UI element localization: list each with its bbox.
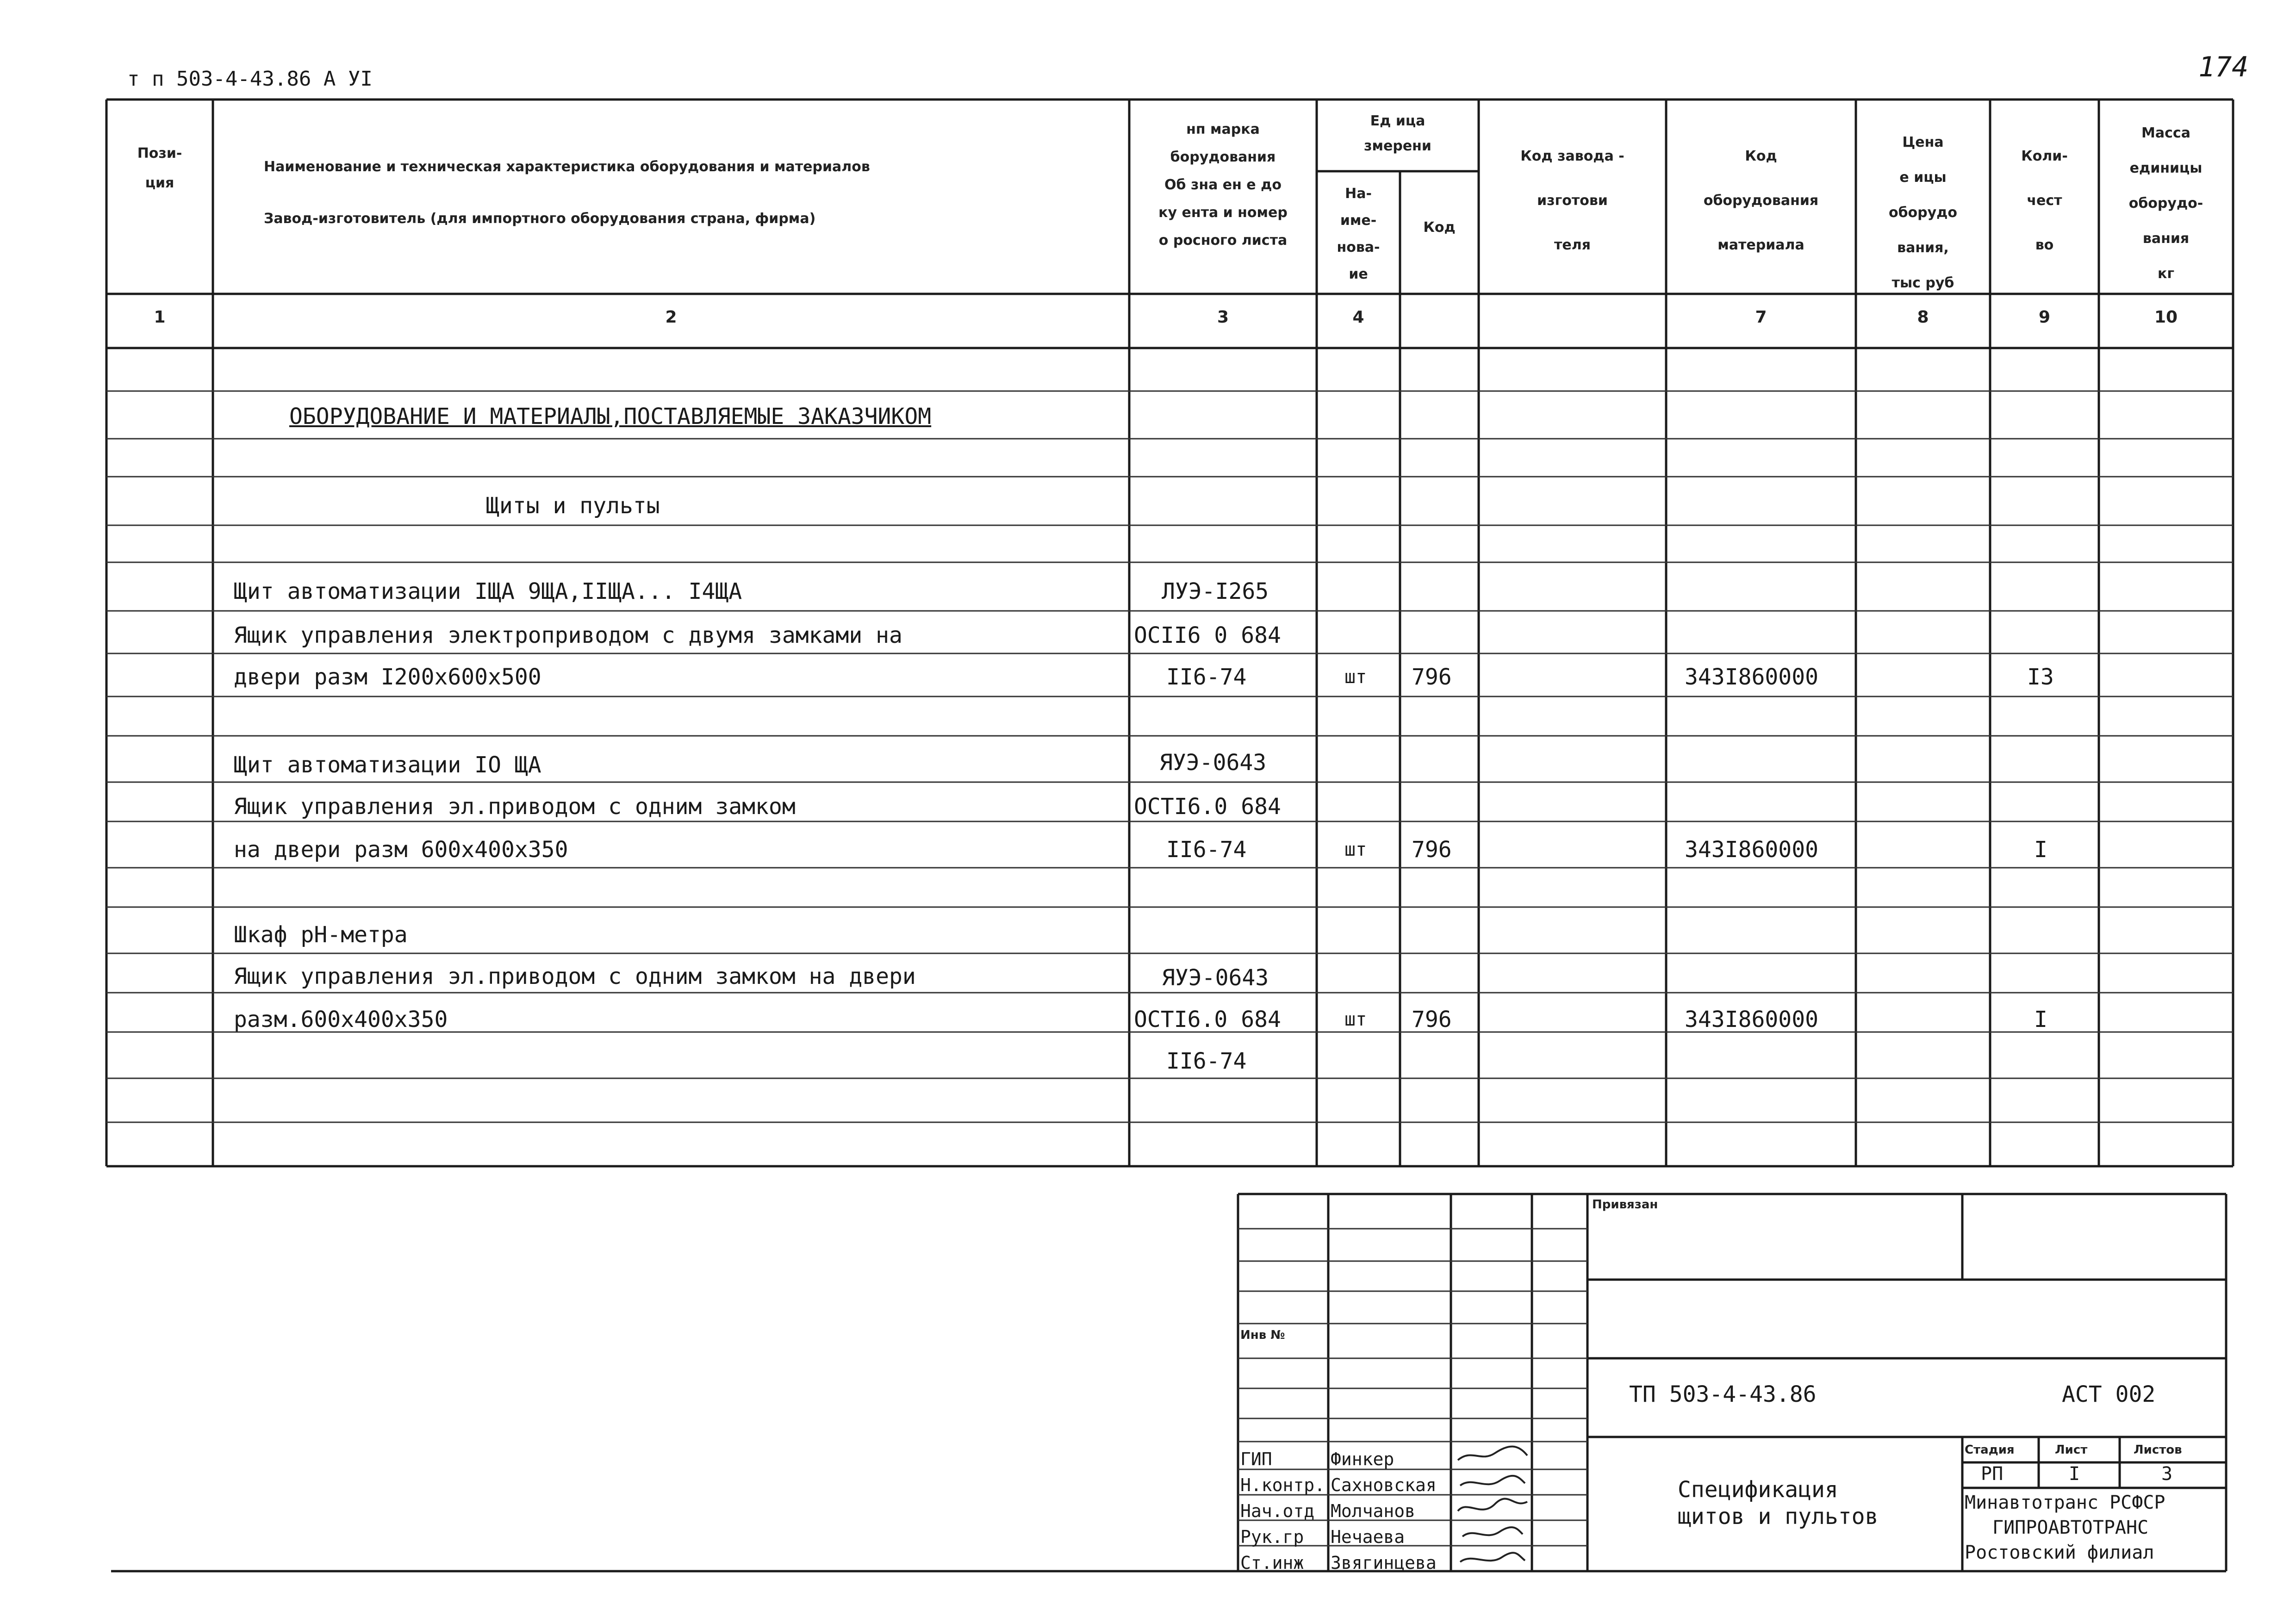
row-name: Шкаф рН-метра	[234, 922, 408, 948]
header-mass: Масса единицы оборудо- вания кг	[2128, 125, 2203, 282]
stamp-roles: ГИП Н.контр. Нач.отд Рук.гр Ст.инж	[1240, 1449, 1325, 1573]
stamp-inv-no: Инв №	[1240, 1328, 1285, 1342]
stamp-organization: Минавтотранс РСФСР ГИПРОАВТОТРАНС Ростовский филиал	[1965, 1492, 2165, 1563]
row-quantity: I	[2034, 1007, 2047, 1032]
row-name: на двери разм 600x400x350	[234, 837, 568, 863]
row-unit-code: 796	[1412, 664, 1452, 690]
stamp-sheets: 3	[2161, 1463, 2173, 1485]
row-name: Щит автоматизации IЩА 9ЩА,IIЩА... I4ЩА	[234, 578, 742, 604]
row-unit: шт	[1344, 839, 1367, 860]
col-number-3: 3	[1217, 308, 1229, 327]
stamp-sheet-label: Лист	[2055, 1443, 2088, 1457]
stamp-privyazan: Привязан	[1592, 1198, 1658, 1212]
row-mark: ЯУЭ-0643	[1159, 750, 1267, 776]
stamp-doc-code: ТП 503-4-43.86	[1629, 1381, 1817, 1407]
header-unit-name: На- име- нова- ие	[1337, 186, 1380, 282]
header-position: Пози- ция	[137, 145, 182, 191]
row-name: Ящик управления электроприводом с двумя замками на	[234, 622, 902, 648]
row-name: Ящик управления эл.приводом с одним замком на двери	[234, 964, 916, 989]
header-unit-code: Код	[1423, 219, 1456, 236]
stamp-title: Спецификация щитов и пультов	[1678, 1477, 1879, 1530]
row-quantity: I	[2034, 837, 2047, 863]
row-equipment-code: 343I860000	[1685, 837, 1818, 863]
col-number-2: 2	[665, 308, 677, 327]
stamp-stage: РП	[1981, 1463, 2004, 1485]
row-name: двери разм I200x600x500	[234, 664, 541, 690]
row-mark: ЯУЭ-0643	[1162, 965, 1269, 991]
row-equipment-code: 343I860000	[1685, 1007, 1818, 1032]
row-mark: II6-74	[1166, 1048, 1247, 1074]
header-unit-group: Ед ица змерени	[1364, 113, 1431, 154]
row-mark: ЛУЭ-I265	[1162, 578, 1269, 604]
stamp-names: Финкер Сахновская Молчанов Нечаева Звягинцева	[1331, 1449, 1437, 1573]
section-title: ОБОРУДОВАНИЕ И МАТЕРИАЛЫ,ПОСТАВЛЯЕМЫЕ ЗАКАЗЧИКОМ	[289, 404, 932, 429]
row-quantity: I3	[2027, 664, 2054, 690]
subsection-title: Щиты и пульты	[486, 493, 660, 519]
header-quantity: Коли- чест во	[2021, 148, 2068, 253]
stamp-stage-label: Стадия	[1965, 1443, 2015, 1457]
signatures	[1453, 1439, 1532, 1571]
row-mark: ОСТI6.0 684	[1134, 1007, 1281, 1032]
row-mark: II6-74	[1166, 664, 1247, 690]
row-name: Ящик управления эл.приводом с одним замком	[234, 794, 796, 820]
row-name: Щит автоматизации IО ЩА	[234, 752, 541, 778]
row-unit: шт	[1344, 1009, 1367, 1030]
col-number-7: 7	[1755, 308, 1767, 327]
col-number-1: 1	[154, 308, 166, 327]
header-name: Наименование и техническая характеристика оборудования и материалов Завод-изготовитель (для импортного оборудования страна, фирма)	[264, 159, 870, 227]
col-number-4: 4	[1352, 308, 1364, 327]
row-mark: ОСТI6.0 684	[1134, 794, 1281, 820]
header-factory-code: Код завода - изготови теля	[1520, 148, 1624, 253]
row-name: разм.600x400x350	[234, 1007, 448, 1032]
col-number-9: 9	[2038, 308, 2051, 327]
stamp-album: АСТ 002	[2062, 1381, 2156, 1407]
row-equipment-code: 343I860000	[1685, 664, 1818, 690]
col-number-10: 10	[2154, 308, 2178, 327]
stamp-sheets-label: Листов	[2134, 1443, 2182, 1457]
stamp-sheet: I	[2069, 1463, 2080, 1485]
header-mark: нп марка борудования Об зна ен е до ку ента и номер о росного листа	[1158, 121, 1288, 249]
col-number-8: 8	[1917, 308, 1929, 327]
row-unit: шт	[1344, 666, 1367, 688]
header-price: Цена е ицы оборудо вания, тыс руб	[1888, 134, 1958, 291]
row-unit-code: 796	[1412, 837, 1452, 863]
row-unit-code: 796	[1412, 1007, 1452, 1032]
sheet-mark: 174	[2198, 51, 2249, 83]
document-code: т п 503-4-43.86 А УI	[127, 67, 373, 91]
row-mark: II6-74	[1166, 837, 1247, 863]
row-mark: ОСII6 0 684	[1134, 622, 1281, 648]
header-equipment-code: Код оборудования материала	[1703, 148, 1819, 253]
